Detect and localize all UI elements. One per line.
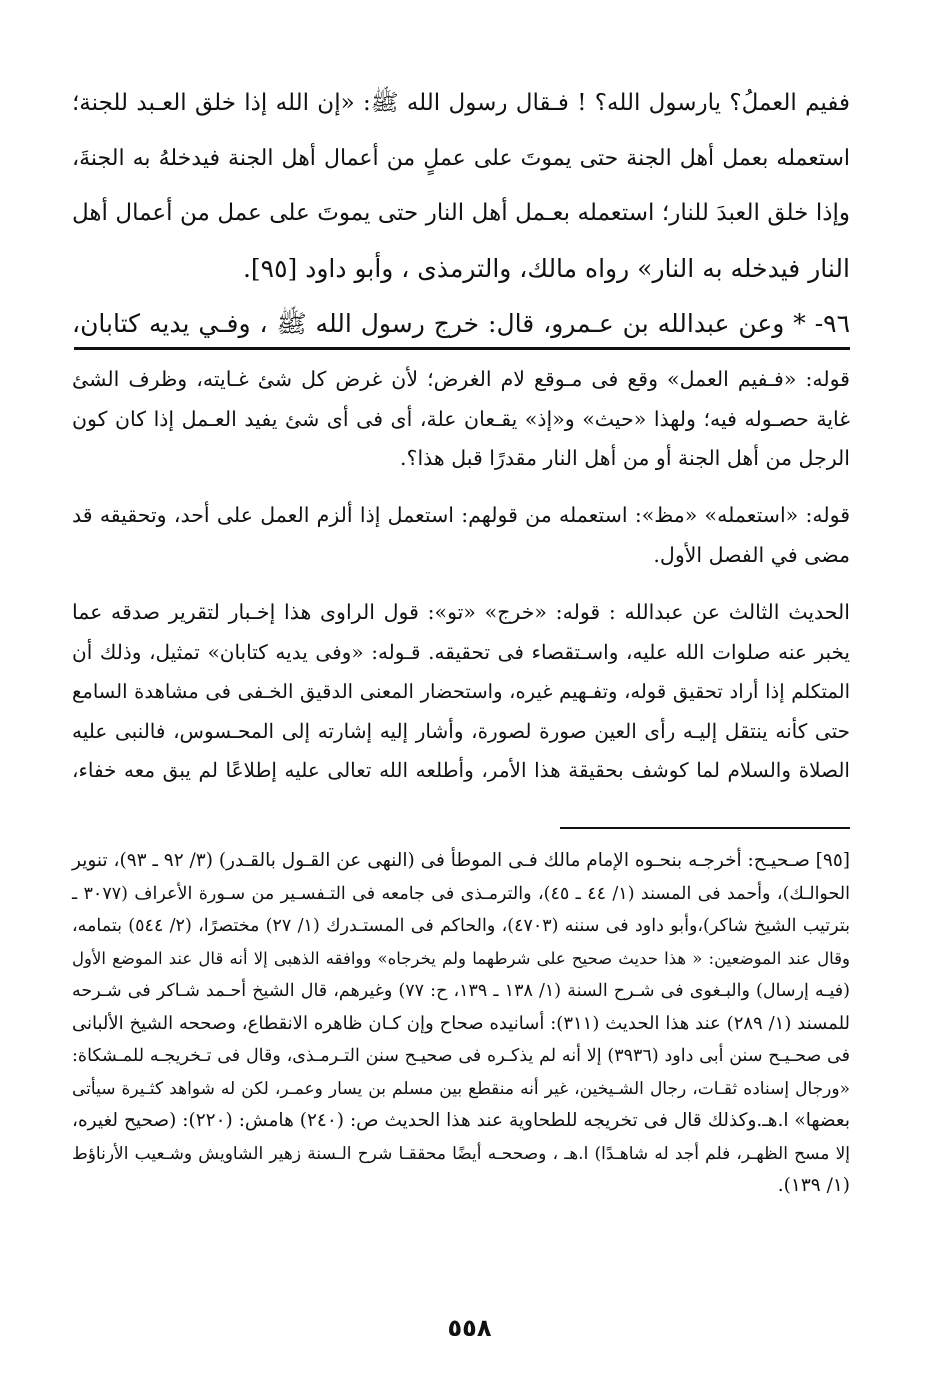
commentary-line: الحديث الثالث عن عبدالله : قوله: «خرج» «تو»: قول الراوى هذا إخـبار لتقرير صدقه عما <box>72 600 850 624</box>
commentary-line: مضى في الفصل الأول. <box>653 542 850 567</box>
main-text-line: استعمله بعمل أهل الجنة حتى يموتَ على عملٍ من أعمال أهل الجنة فيدخلهُ به الجنةَ، <box>72 146 850 171</box>
main-text-line: وإذا خلق العبدَ للنار؛ استعمله بعـمل أهل النار حتى يموتَ على عمل من أعمال أهل <box>72 200 850 226</box>
footnote-line: فى صحـيـح سنن أبى داود (٣٩٣٦) إلا أنه لم يذكـره فى صحيـح سنن التـرمـذى، وقال فى تـخريجـه للمـشكاة: <box>72 1046 850 1066</box>
commentary-line: قوله: «استعمله» «مظ»: استعمله من قولهم: استعمل إذا ألزم العمل على أحد، وتحقيقه قد <box>72 503 850 527</box>
footnote-line: (فيـه إرسال) والبـغوى فى شـرح السنة (١/ ١٣٨ ـ ١٣٩، ح: ٧٧) وغيرهم، قال الشيخ أحـمد شـاكر فى شـرحه <box>72 981 850 1001</box>
main-text-line: ففيم العملُ؟ يارسول الله؟ ! فـقال رسول الله ﷺ: «إن الله إذا خلق العـبد للجنة؛ <box>72 90 850 116</box>
footnote-line: إلا مسح الظهـر، فلم أجد له شاهـدًا) ا.هـ ، وصححـه أيضًا محققـا شرح الـسنة زهير الشاويش وشـعيب الأرناؤط <box>72 1143 850 1164</box>
commentary-line: الصلاة والسلام لما كوشف بحقيقة هذا الأمر، وأطلعه الله تعالى عليه إطلاعًا لم يبق معه خفاء، <box>72 758 850 782</box>
commentary-line: المتكلم إذا أراد تحقيق قوله، وتفـهيم غيره، واستحضار المعنى الدقيق الخـفى فى مشاهدة السامع <box>72 680 850 703</box>
footnote-divider <box>560 827 850 829</box>
commentary-line: الرجل من أهل الجنة أو من أهل النار مقدرًا قبل هذا؟. <box>400 446 850 470</box>
commentary-line: يخبر عنه صلوات الله عليه، واسـتقصاء فى تحقيقه. قـوله: «وفى يديه كتابان» تمثيل، وذلك أن <box>72 639 850 664</box>
commentary-paragraph <box>72 360 850 479</box>
footnote-line: بعضها» ا.هـ.وكذلك قال فى تخريجه للطحاوية عند هذا الحديث ص: (٢٤٠) هامش: (٢٢٠): (صحيح لغيره، <box>72 1110 851 1131</box>
commentary-divider <box>74 347 850 350</box>
footnote-line: [٩٥] صـحيـح: أخرجـه بنحـوه الإمام مالك فـى الموطأ فى (النهى عن القـول بالقـدر) (٣/ ٩٢ ـ ٩٣)، تنوير <box>72 850 850 871</box>
main-text-line: ٩٦- * وعن عبدالله بن عـمرو، قال: خرج رسول الله ﷺ ، وفـي يديه كتابان، <box>72 309 850 338</box>
footnote-line: (١/ ١٣٩). <box>777 1175 850 1196</box>
page-number: ٥٥٨ <box>447 1314 492 1342</box>
footnote-line: للمسند (١/ ٢٨٩) عند هذا الحديث (٣١١): أسانيده صحاح وإن كـان ظاهره الانقطاع، وصححه الشيخ الألبانى <box>72 1012 851 1034</box>
footnote <box>72 845 850 1203</box>
footnote-line: وقال عند الموضعين: « هذا حديث صحيح على شرطهما ولم يخرجاه» ووافقه الذهبى إلا أنه قال عند الموضع الأول <box>72 948 850 968</box>
commentary-paragraph <box>72 593 850 791</box>
main-text-line: النار فيدخله به النار» رواه مالك، والترمذى ، وأبو داود [٩٥]. <box>242 254 850 283</box>
commentary-line: قوله: «فـفيم العمل» وقع فى مـوقع لام الغرض؛ لأن غرض كل شئ غـايته، وظرف الشئ <box>72 367 850 391</box>
footnote-line: «ورجال إسناده ثقـات، رجال الشـيخين، غير أنه منقطع بين مسلم بن يسار وعمـر، لكن له شواهد كثـيرة سيأتى <box>72 1078 850 1099</box>
footnote-line: الحوالـك)، وأحمد فى المسند (١/ ٤٤ ـ ٤٥)، والترمـذى فى جامعه فى التـفسـير من سـورة الأعراف (٣٠٧٧ ـ <box>72 883 850 904</box>
commentary-paragraph <box>72 496 850 575</box>
main-text <box>72 76 850 351</box>
commentary-line: غاية حصـوله فيه؛ ولهذا «حيث» و«إذ» يقـعان علة، أى فى أى شئ يفيد العـمل إذا كان كون <box>72 406 850 431</box>
commentary-line: حتى كأنه ينتقل إليـه رأى العين صورة لصورة، وأشار إليه إشارته إلى المحـسوس، فالنبى عليه <box>72 718 850 743</box>
footnote-line: بترتيب الشيخ شاكر)،وأبو داود فى سننه (٤٧٠٣)، والحاكم فى المستـدرك (١/ ٢٧) مختصرًا، (٢/ ٥٤٤) بتمامه، <box>72 916 850 936</box>
